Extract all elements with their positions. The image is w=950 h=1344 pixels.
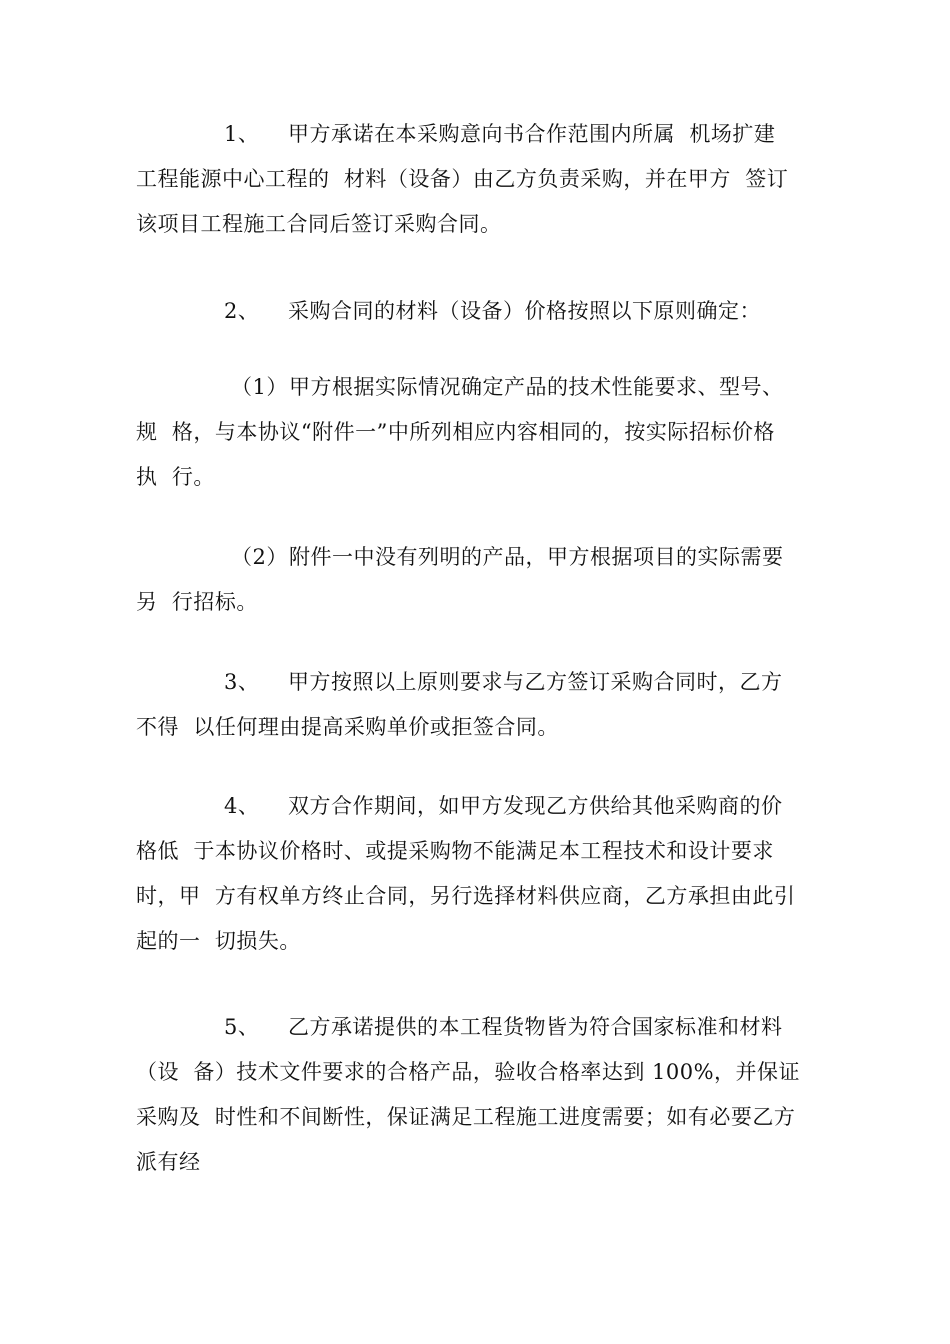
clause-line: 派有经: [136, 1150, 201, 1174]
clause-line: 不得 以任何理由提高采购单价或拒签合同。: [136, 715, 559, 739]
clause-5: [136, 1005, 826, 1185]
clause-line: 规 格，与本协议“附件一”中所列相应内容相同的，按实际招标价格: [136, 420, 775, 444]
sub-clause-2: [136, 535, 826, 625]
clause-line: （1）甲方根据实际情况确定产品的技术性能要求、型号、: [136, 365, 826, 410]
clause-line: 4、 双方合作期间，如甲方发现乙方供给其他采购商的价: [136, 784, 826, 829]
clause-4: [136, 784, 826, 964]
clause-line: 格低 于本协议价格时、或提采购物不能满足本工程技术和设计要求: [136, 839, 774, 863]
clause-line: 采购及 时性和不间断性，保证满足工程施工进度需要；如有必要乙方: [136, 1105, 796, 1129]
clause-3: [136, 660, 826, 750]
clause-number: 3、: [224, 670, 260, 694]
clause-line: 执 行。: [136, 465, 215, 489]
clause-line: 另 行招标。: [136, 590, 258, 614]
clause-line: 2、 采购合同的材料（设备）价格按照以下原则确定：: [136, 289, 826, 334]
sub-clause-number: （1）: [231, 375, 288, 399]
clause-number: 5、: [224, 1015, 260, 1039]
clause-line: （设 备）技术文件要求的合格产品，验收合格率达到 100%，并保证: [136, 1060, 801, 1084]
clause-line: 时，甲 方有权单方终止合同，另行选择材料供应商，乙方承担由此引: [136, 884, 796, 908]
clause-1: [136, 112, 826, 247]
sub-clause-number: （2）: [231, 545, 288, 569]
clause-line: 3、 甲方按照以上原则要求与乙方签订采购合同时，乙方: [136, 660, 826, 705]
clause-number: 1、: [224, 122, 260, 146]
clause-line: 5、 乙方承诺提供的本工程货物皆为符合国家标准和材料: [136, 1005, 826, 1050]
sub-clause-1: [136, 365, 826, 500]
clause-number: 2、: [224, 299, 260, 323]
clause-number: 4、: [224, 794, 260, 818]
clause-line: 工程能源中心工程的 材料（设备）由乙方负责采购，并在甲方 签订: [136, 167, 789, 191]
clause-line: 该项目工程施工合同后签订采购合同。: [136, 212, 502, 236]
clause-line: （2）附件一中没有列明的产品，甲方根据项目的实际需要: [136, 535, 826, 580]
clause-2: [136, 289, 826, 334]
clause-line: 1、 甲方承诺在本采购意向书合作范围内所属 机场扩建: [136, 112, 826, 157]
clause-line: 起的一 切损失。: [136, 929, 301, 953]
